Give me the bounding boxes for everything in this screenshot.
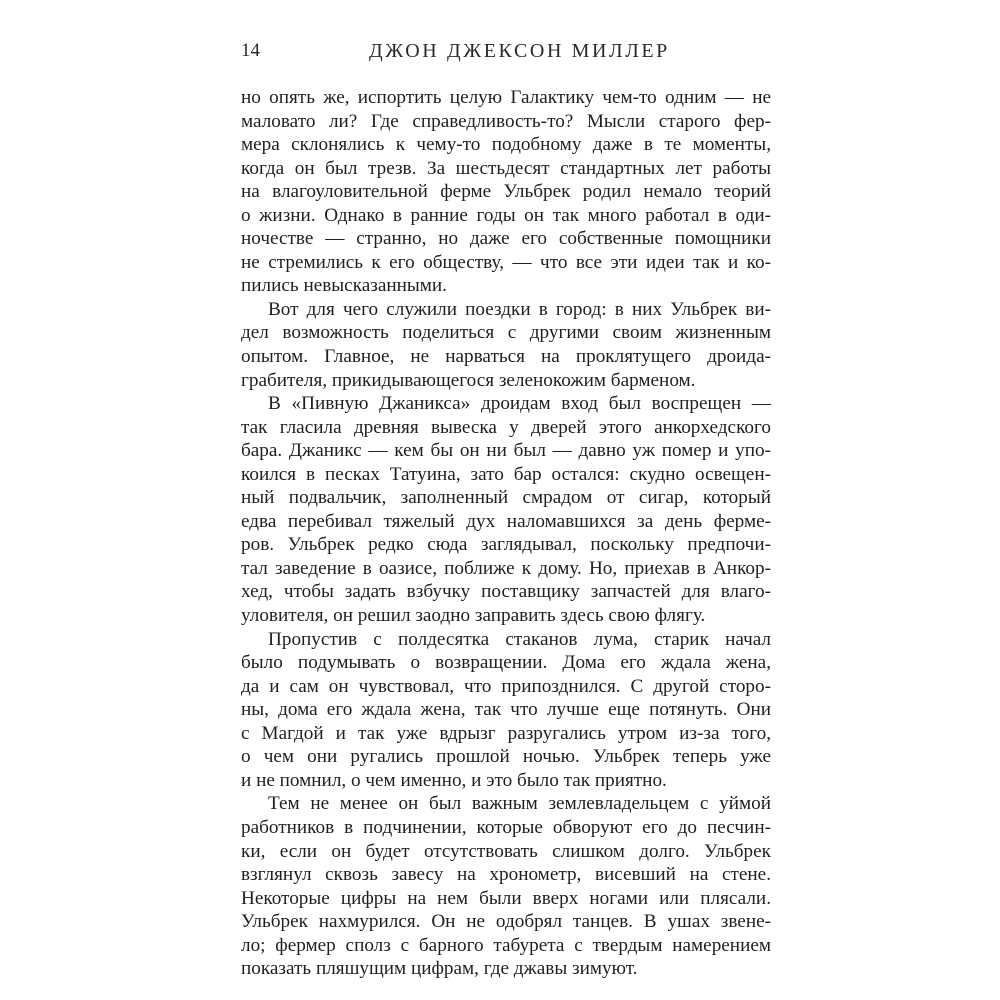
text-line: ночестве — странно, но даже его собственные помощники (241, 228, 771, 250)
text-line: Некоторые цифры на нем были вверх ногами или плясали. (241, 887, 771, 909)
running-head (241, 37, 771, 65)
text-line: маловато ли? Где справедливость-то? Мысли старого фер- (241, 110, 771, 132)
text-line: так гласила древняя вывеска у дверей этого анкорхедского (241, 416, 771, 438)
text-line: но опять же, испортить целую Галактику чем-то одним — не (241, 87, 771, 108)
body-text (241, 86, 771, 981)
paragraph-first-line: Тем не менее он был важным землевладельцем с уймой (268, 793, 771, 815)
text-line: на влагоуловительной ферме Ульбрек родил немало теорий (241, 181, 771, 203)
text-line: о жизни. Однако в ранние годы он так много работал в оди- (241, 204, 771, 226)
page-number: 14 (241, 40, 260, 61)
text-line: да и сам он чувствовал, что припозднился. С другой сторо- (241, 675, 771, 697)
paragraph-first-line: Вот для чего служили поездки в город: в них Ульбрек ви- (268, 298, 771, 320)
text-line: мера склонялись к чему-то подобному даже в те моменты, (241, 134, 771, 156)
text-line: не стремились к его обществу, — что все эти идеи так и ко- (241, 251, 771, 273)
text-line: ло; фермер сполз с барного табурета с твердым намерением (241, 934, 771, 956)
text-line: Ульбрек нахмурился. Он не одобрял танцев. В ушах звене- (241, 911, 771, 933)
text-line: ный подвальчик, заполненный смрадом от сигар, который (241, 487, 771, 509)
text-line: ки, если он будет отсутствовать слишком долго. Ульбрек (241, 840, 771, 862)
text-line: едва перебивал тяжелый дух наломавшихся за день ферме- (241, 510, 771, 532)
text-line: бара. Джаникс — кем бы он ни был — давно уж помер и упо- (241, 440, 771, 462)
paragraph-first-line: В «Пивную Джаникса» дроидам вход был воспрещен — (268, 393, 771, 415)
text-line: о чем они ругались прошлой ночью. Ульбрек теперь уже (241, 746, 771, 768)
text-line: хед, чтобы задать взбучку поставщику запчастей для влаго- (241, 581, 771, 603)
text-line: работников в подчинении, которые обворуют его до песчин- (241, 816, 771, 838)
text-line: пились невысказанными. (241, 275, 447, 297)
text-line: ны, дома его ждала жена, так что лучше еще потянуть. Они (241, 699, 771, 721)
text-line: опытом. Главное, не нарваться на проклятущего дроида- (241, 346, 771, 368)
text-line: взглянул сквозь завесу на хронометр, висевший на стене. (241, 864, 771, 886)
text-line: ров. Ульбрек редко сюда заглядывал, поскольку предпочи- (241, 534, 771, 556)
paragraph-first-line: Пропустив с полдесятка стаканов лума, старик начал (268, 628, 771, 650)
text-line: с Магдой и так уже вдрызг разругались утром из-за того, (241, 722, 771, 744)
text-line: и не помнил, о чем именно, и это было так приятно. (241, 769, 667, 791)
text-line: коился в песках Татуина, зато бар остался: скудно освещен- (241, 463, 771, 485)
text-line: показать пляшущим цифрам, где джавы зимуют. (241, 958, 638, 980)
text-line: грабителя, прикидывающегося зеленокожим барменом. (241, 369, 696, 391)
text-line: когда он был трезв. За шестьдесят стандартных лет работы (241, 157, 771, 179)
text-line: уловителя, он решил заодно заправить здесь свою флягу. (241, 605, 706, 627)
text-line: тал заведение в оазисе, поближе к дому. Но, приехав в Анкор- (241, 557, 771, 579)
text-line: дел возможность поделиться с другими своим жизненным (241, 322, 771, 344)
text-line: было подумывать о возвращении. Дома его ждала жена, (241, 652, 771, 674)
running-title-author: ДЖОН ДЖЕКСОН МИЛЛЕР (369, 40, 670, 62)
